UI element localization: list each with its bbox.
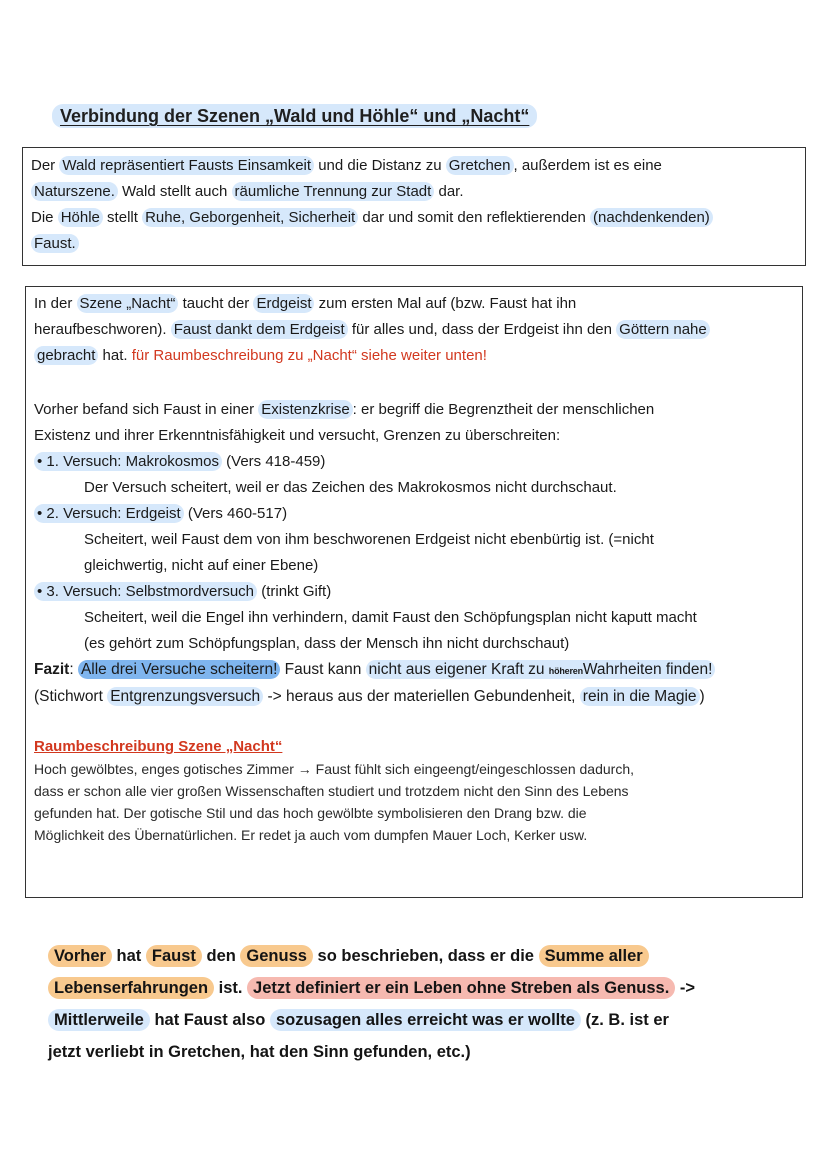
fazit-line-2: (Stichwort Entgrenzungsversuch -> heraus aus der materiellen Gebundenheit, rein in die Magie )	[34, 688, 705, 705]
box2-line-5: Existenz und ihrer Erkenntnisfähigkeit und versucht, Grenzen zu überschreiten:	[34, 427, 561, 444]
bottom-line-3: Mittlerweile hat Faust also sozusagen alles erreicht was er wollte (z. B. ist er	[48, 1004, 788, 1036]
bullet-3-text-1: Scheitert, weil die Engel ihn verhindern, damit Faust den Schöpfungsplan nicht kaputt macht	[84, 609, 697, 626]
wald-hoehle-box	[22, 147, 806, 266]
box2-line-3: gebracht hat. für Raumbeschreibung zu „Nacht“ siehe weiter unten!	[34, 343, 794, 369]
bullet-2: • 2. Versuch: Erdgeist (Vers 460-517)	[34, 501, 794, 527]
bottom-line-4: jetzt verliebt in Gretchen, hat den Sinn gefunden, etc.)	[48, 1043, 471, 1061]
bullet-1: • 1. Versuch: Makrokosmos (Vers 418-459)	[34, 449, 794, 475]
raum-line-3: gefunden hat. Der gotische Stil und das hoch gewölbte symbolisieren den Drang bzw. die	[34, 805, 587, 821]
bullet-2-text-2: gleichwertig, nicht auf einer Ebene)	[84, 557, 319, 574]
box1-line-1: Der Wald repräsentiert Fausts Einsamkeit und die Distanz zu Gretchen , außerdem ist es eine	[31, 157, 662, 174]
page-title	[52, 106, 537, 127]
box2-line-2: heraufbeschworen). Faust dankt dem Erdgeist für alles und, dass der Erdgeist ihn den Göttern nahe	[34, 317, 794, 343]
box1-line-4: Faust.	[31, 231, 797, 257]
box1-line-2: Naturszene. Wald stellt auch räumliche Trennung zur Stadt dar.	[31, 179, 797, 205]
bullet-1-text: Der Versuch scheitert, weil er das Zeichen des Makrokosmos nicht durchschaut.	[84, 479, 617, 496]
bullet-2-text-1: Scheitert, weil Faust dem von ihm beschworenen Erdgeist nicht ebenbürtig ist. (=nicht	[84, 531, 654, 548]
bullet-3: • 3. Versuch: Selbstmordversuch (trinkt Gift)	[34, 579, 794, 605]
genuss-paragraph	[48, 940, 788, 1068]
raum-heading: Raumbeschreibung Szene „Nacht“	[34, 738, 283, 755]
raum-line-4: Möglichkeit des Übernatürlichen. Er redet ja auch vom dumpfen Mauer Loch, Kerker usw.	[34, 827, 588, 843]
raum-hint: für Raumbeschreibung zu „Nacht“ siehe weiter unten!	[131, 347, 487, 364]
nacht-box	[25, 286, 803, 898]
fazit-line-1: Fazit: Alle drei Versuche scheitern! Faust kann nicht aus eigener Kraft zu höherenWahrheiten finden!	[34, 657, 794, 684]
box1-line-3: Die Höhle stellt Ruhe, Geborgenheit, Sicherheit dar und somit den reflektierenden (nachdenkenden)	[31, 205, 797, 231]
box2-line-4: Vorher befand sich Faust in einer Existenzkrise : er begriff die Begrenztheit der menschlichen	[34, 401, 655, 418]
raum-line-1: Hoch gewölbtes, enges gotisches Zimmer → Faust fühlt sich eingeengt/eingeschlossen dadurch,	[34, 761, 634, 777]
bottom-line-1: Vorher hat Faust den Genuss so beschrieben, dass er die Summe aller	[48, 940, 788, 972]
raum-line-2: dass er schon alle vier großen Wissenschaften studiert und trotzdem nicht den Sinn des Lebens	[34, 783, 629, 799]
bottom-line-2: Lebenserfahrungen ist. Jetzt definiert er ein Leben ohne Streben als Genuss. ->	[48, 972, 788, 1004]
bullet-3-text-2: (es gehört zum Schöpfungsplan, dass der Mensch ihn nicht durchschaut)	[84, 635, 570, 652]
title-text: Verbindung der Szenen „Wald und Höhle“ und „Nacht“	[52, 104, 537, 128]
box2-line-1: In der Szene „Nacht“ taucht der Erdgeist zum ersten Mal auf (bzw. Faust hat ihn	[34, 295, 577, 312]
